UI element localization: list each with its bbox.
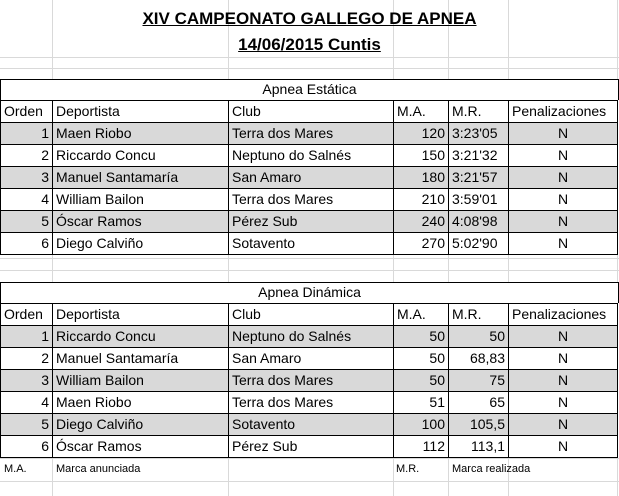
cell-pen: N xyxy=(509,123,618,145)
page-subtitle: 14/06/2015 Cuntis xyxy=(238,35,381,54)
cell-orden: 1 xyxy=(1,123,53,145)
column-header: M.A. xyxy=(394,101,449,123)
column-header: Orden xyxy=(1,101,53,123)
cell-mr: 75 xyxy=(449,370,509,392)
cell-club: Terra dos Mares xyxy=(229,370,394,392)
cell-pen: N xyxy=(509,211,618,233)
cell-orden: 4 xyxy=(1,392,53,414)
column-header: M.R. xyxy=(449,304,509,326)
cell-mr: 3:21'57 xyxy=(449,167,509,189)
table-row xyxy=(1,189,618,211)
table-header-row xyxy=(1,101,618,123)
cell-ma: 210 xyxy=(394,189,449,211)
cell-club: Sotavento xyxy=(229,414,394,436)
legend-ma-text: Marca anunciada xyxy=(56,463,141,475)
table-row xyxy=(1,123,618,145)
cell-orden: 5 xyxy=(1,414,53,436)
table-row xyxy=(1,348,618,370)
cell-mr: 5:02'90 xyxy=(449,233,509,255)
cell-mr: 65 xyxy=(449,392,509,414)
cell-pen: N xyxy=(509,392,618,414)
column-header: M.R. xyxy=(449,101,509,123)
column-header: Club xyxy=(229,101,394,123)
table-row xyxy=(1,414,618,436)
cell-club: San Amaro xyxy=(229,348,394,370)
table-row xyxy=(1,392,618,414)
table-row xyxy=(1,370,618,392)
cell-deportista: Riccardo Concu xyxy=(53,326,229,348)
cell-ma: 50 xyxy=(394,326,449,348)
table-row xyxy=(1,233,618,255)
cell-deportista: William Bailon xyxy=(53,189,229,211)
cell-ma: 240 xyxy=(394,211,449,233)
cell-ma: 150 xyxy=(394,145,449,167)
column-header: M.A. xyxy=(394,304,449,326)
cell-orden: 6 xyxy=(1,436,53,458)
cell-orden: 3 xyxy=(1,370,53,392)
section-header-dynamic xyxy=(0,282,619,303)
cell-ma: 112 xyxy=(394,436,449,458)
cell-mr: 3:21'32 xyxy=(449,145,509,167)
cell-pen: N xyxy=(509,436,618,458)
section-title-dynamic: Apnea Dinámica xyxy=(258,284,361,300)
cell-orden: 3 xyxy=(1,167,53,189)
column-header: Deportista xyxy=(53,101,229,123)
grid-line xyxy=(0,481,619,482)
column-header: Orden xyxy=(1,304,53,326)
grid-line xyxy=(0,68,619,69)
cell-mr: 3:59'01 xyxy=(449,189,509,211)
cell-orden: 6 xyxy=(1,233,53,255)
cell-deportista: Óscar Ramos xyxy=(53,436,229,458)
cell-ma: 51 xyxy=(394,392,449,414)
cell-pen: N xyxy=(509,414,618,436)
cell-orden: 4 xyxy=(1,189,53,211)
cell-ma: 50 xyxy=(394,348,449,370)
cell-pen: N xyxy=(509,189,618,211)
cell-orden: 2 xyxy=(1,145,53,167)
cell-orden: 5 xyxy=(1,211,53,233)
cell-deportista: Diego Calviño xyxy=(53,414,229,436)
cell-club: Sotavento xyxy=(229,233,394,255)
legend-ma-abbr: M.A. xyxy=(4,463,27,475)
cell-deportista: Maen Riobo xyxy=(53,392,229,414)
table-row xyxy=(1,167,618,189)
legend-mr-text: Marca realizada xyxy=(452,463,531,475)
cell-mr: 113,1 xyxy=(449,436,509,458)
grid-line xyxy=(0,258,619,259)
cell-orden: 1 xyxy=(1,326,53,348)
cell-ma: 120 xyxy=(394,123,449,145)
cell-deportista: Riccardo Concu xyxy=(53,145,229,167)
cell-club: Terra dos Mares xyxy=(229,123,394,145)
table-header-row xyxy=(1,304,618,326)
page-title: XIV CAMPEONATO GALLEGO DE APNEA xyxy=(142,9,477,28)
grid-line xyxy=(0,57,619,58)
cell-deportista: Diego Calviño xyxy=(53,233,229,255)
section-title-static: Apnea Estática xyxy=(262,81,357,97)
column-header: Penalizaciones xyxy=(509,101,618,123)
cell-ma: 100 xyxy=(394,414,449,436)
cell-mr: 105,5 xyxy=(449,414,509,436)
cell-orden: 2 xyxy=(1,348,53,370)
grid-line xyxy=(0,458,619,459)
cell-deportista: Manuel Santamaría xyxy=(53,348,229,370)
cell-pen: N xyxy=(509,145,618,167)
cell-deportista: Maen Riobo xyxy=(53,123,229,145)
cell-club: Terra dos Mares xyxy=(229,189,394,211)
cell-mr: 68,83 xyxy=(449,348,509,370)
cell-pen: N xyxy=(509,326,618,348)
cell-deportista: Manuel Santamaría xyxy=(53,167,229,189)
cell-pen: N xyxy=(509,167,618,189)
grid-line xyxy=(0,270,619,271)
column-header: Deportista xyxy=(53,304,229,326)
table-row xyxy=(1,436,618,458)
cell-deportista: William Bailon xyxy=(53,370,229,392)
table-row xyxy=(1,326,618,348)
cell-club: Pérez Sub xyxy=(229,211,394,233)
table-row xyxy=(1,145,618,167)
cell-pen: N xyxy=(509,348,618,370)
cell-deportista: Óscar Ramos xyxy=(53,211,229,233)
table-row xyxy=(1,211,618,233)
cell-ma: 270 xyxy=(394,233,449,255)
cell-club: Terra dos Mares xyxy=(229,392,394,414)
column-header: Club xyxy=(229,304,394,326)
cell-ma: 50 xyxy=(394,370,449,392)
cell-club: San Amaro xyxy=(229,167,394,189)
cell-ma: 180 xyxy=(394,167,449,189)
cell-pen: N xyxy=(509,233,618,255)
cell-pen: N xyxy=(509,370,618,392)
cell-mr: 3:23'05 xyxy=(449,123,509,145)
legend-mr-abbr: M.R. xyxy=(396,463,420,475)
cell-club: Neptuno do Salnés xyxy=(229,145,394,167)
static-table xyxy=(0,100,618,255)
cell-club: Pérez Sub xyxy=(229,436,394,458)
cell-club: Neptuno do Salnés xyxy=(229,326,394,348)
cell-mr: 4:08'98 xyxy=(449,211,509,233)
section-header-static xyxy=(0,79,619,100)
dynamic-table xyxy=(0,303,618,458)
column-header: Penalizaciones xyxy=(509,304,618,326)
cell-mr: 50 xyxy=(449,326,509,348)
